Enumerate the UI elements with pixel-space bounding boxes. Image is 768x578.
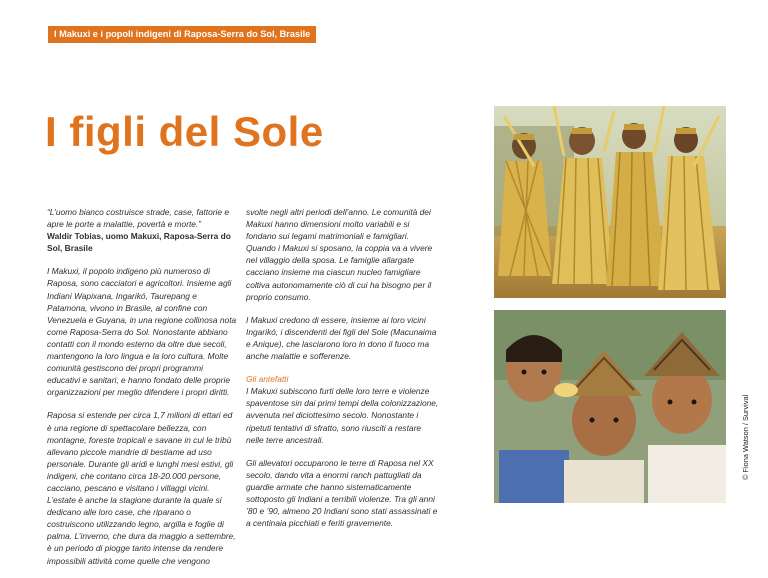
quote-block [47,206,237,254]
paragraph: I Makuxi, il popolo indigeno più numeroso di Raposa, sono cacciatori e agricoltori. Insieme agli Indiani Wapixana, Ingarikó, Taurepang e Patamona, vivono in Brasile, al confine con Venezuela e Guyana, in una regione collinosa nota come Raposa-Serra do Sol. Nonostante abbiano contatti con il mondo esterno da oltre due secoli, mantengono la loro lingua e la loro cultura. Molte comunità gestiscono dei propri programmi educativi e sanitari, e hanno fondato delle proprie organizzazioni per meglio difendere i propri diritti. [47,266,237,398]
paragraph: Raposa si estende per circa 1,7 milioni di ettari ed è una regione di spettacolare bellezza, con montagne, foreste tropicali e savane in cui le tribù allevano piccole mandrie di bestiame ad uso personale. Durante gli aridi e lunghi mesi estivi, gli indigeni, che contano circa 18-20.000 persone, cacciano, pescano e visitano i villaggi vicini. L’estate è anche la stagione durante la quale si dedicano alle loro case, che riparano o costruiscono utilizzando legno, argilla e foglie di palma. L’inverno, che dura da maggio a settembre, è un periodo di piogge tanto intense da rendere impossibili attività come quelle che vengono [47,410,236,566]
photo-dancers [494,106,726,298]
left-column [47,206,237,578]
photo-credit: © Fiona Watson / Survival [741,394,750,480]
photo-children [494,310,726,503]
header-band: I Makuxi e i popoli indigeni di Raposa-Serra do Sol, Brasile [48,26,316,43]
section-heading: Gli antefatti [246,374,289,385]
paragraph: Gli allevatori occuparono le terre di Raposa nel XX secolo, dando vita a enormi ranch pattugliati da guardie armate che hanno sistematicamente sottoposto gli Indiani a terribili violenze. Tra gli anni ’80 e ’90, almeno 20 Indiani sono stati assassinati e a centinaia picchiati e feriti gravemente. [246,457,438,529]
section-block [246,373,441,446]
quote-author: Waldir Tobias, uomo Makuxi, Raposa-Serra do Sol, Brasile [47,231,231,254]
quote-text: “L’uomo bianco costruisce strade, case, fattorie e apre le porte a malattie, povertà e morte.” [47,207,230,230]
paragraph: I Makuxi credono di essere, insieme ai loro vicini Ingarikó, i discendenti dei figli del Sole (Macunaima e Anique), che lasciarono loro in dono il fuoco ma anche malattie e sofferenze. [246,314,437,362]
middle-column [246,206,441,540]
paragraph: I Makuxi subiscono furti delle loro terre e violenze spaventose sin dai primi tempi della colonizzazione, avvenuta nel diciottesimo secolo. Nonostante i ripetuti tentativi di sfratto, sono riusciti a restare nelle terre ancestrali. [246,386,439,445]
paragraph: svolte negli altri periodi dell’anno. Le comunità dei Makuxi hanno dimensioni molto variabili e si fondano sui legami matrimoniali e famigliari. Quando i Makuxi si sposano, la coppia va a vivere nel villaggio della sposa. Le famiglie allargate cacciano insieme ma ciascun nucleo famigliare coltiva autonomamente ciò di cui ha bisogno per il proprio consumo. [246,207,433,302]
page-title: I figli del Sole [45,108,324,155]
